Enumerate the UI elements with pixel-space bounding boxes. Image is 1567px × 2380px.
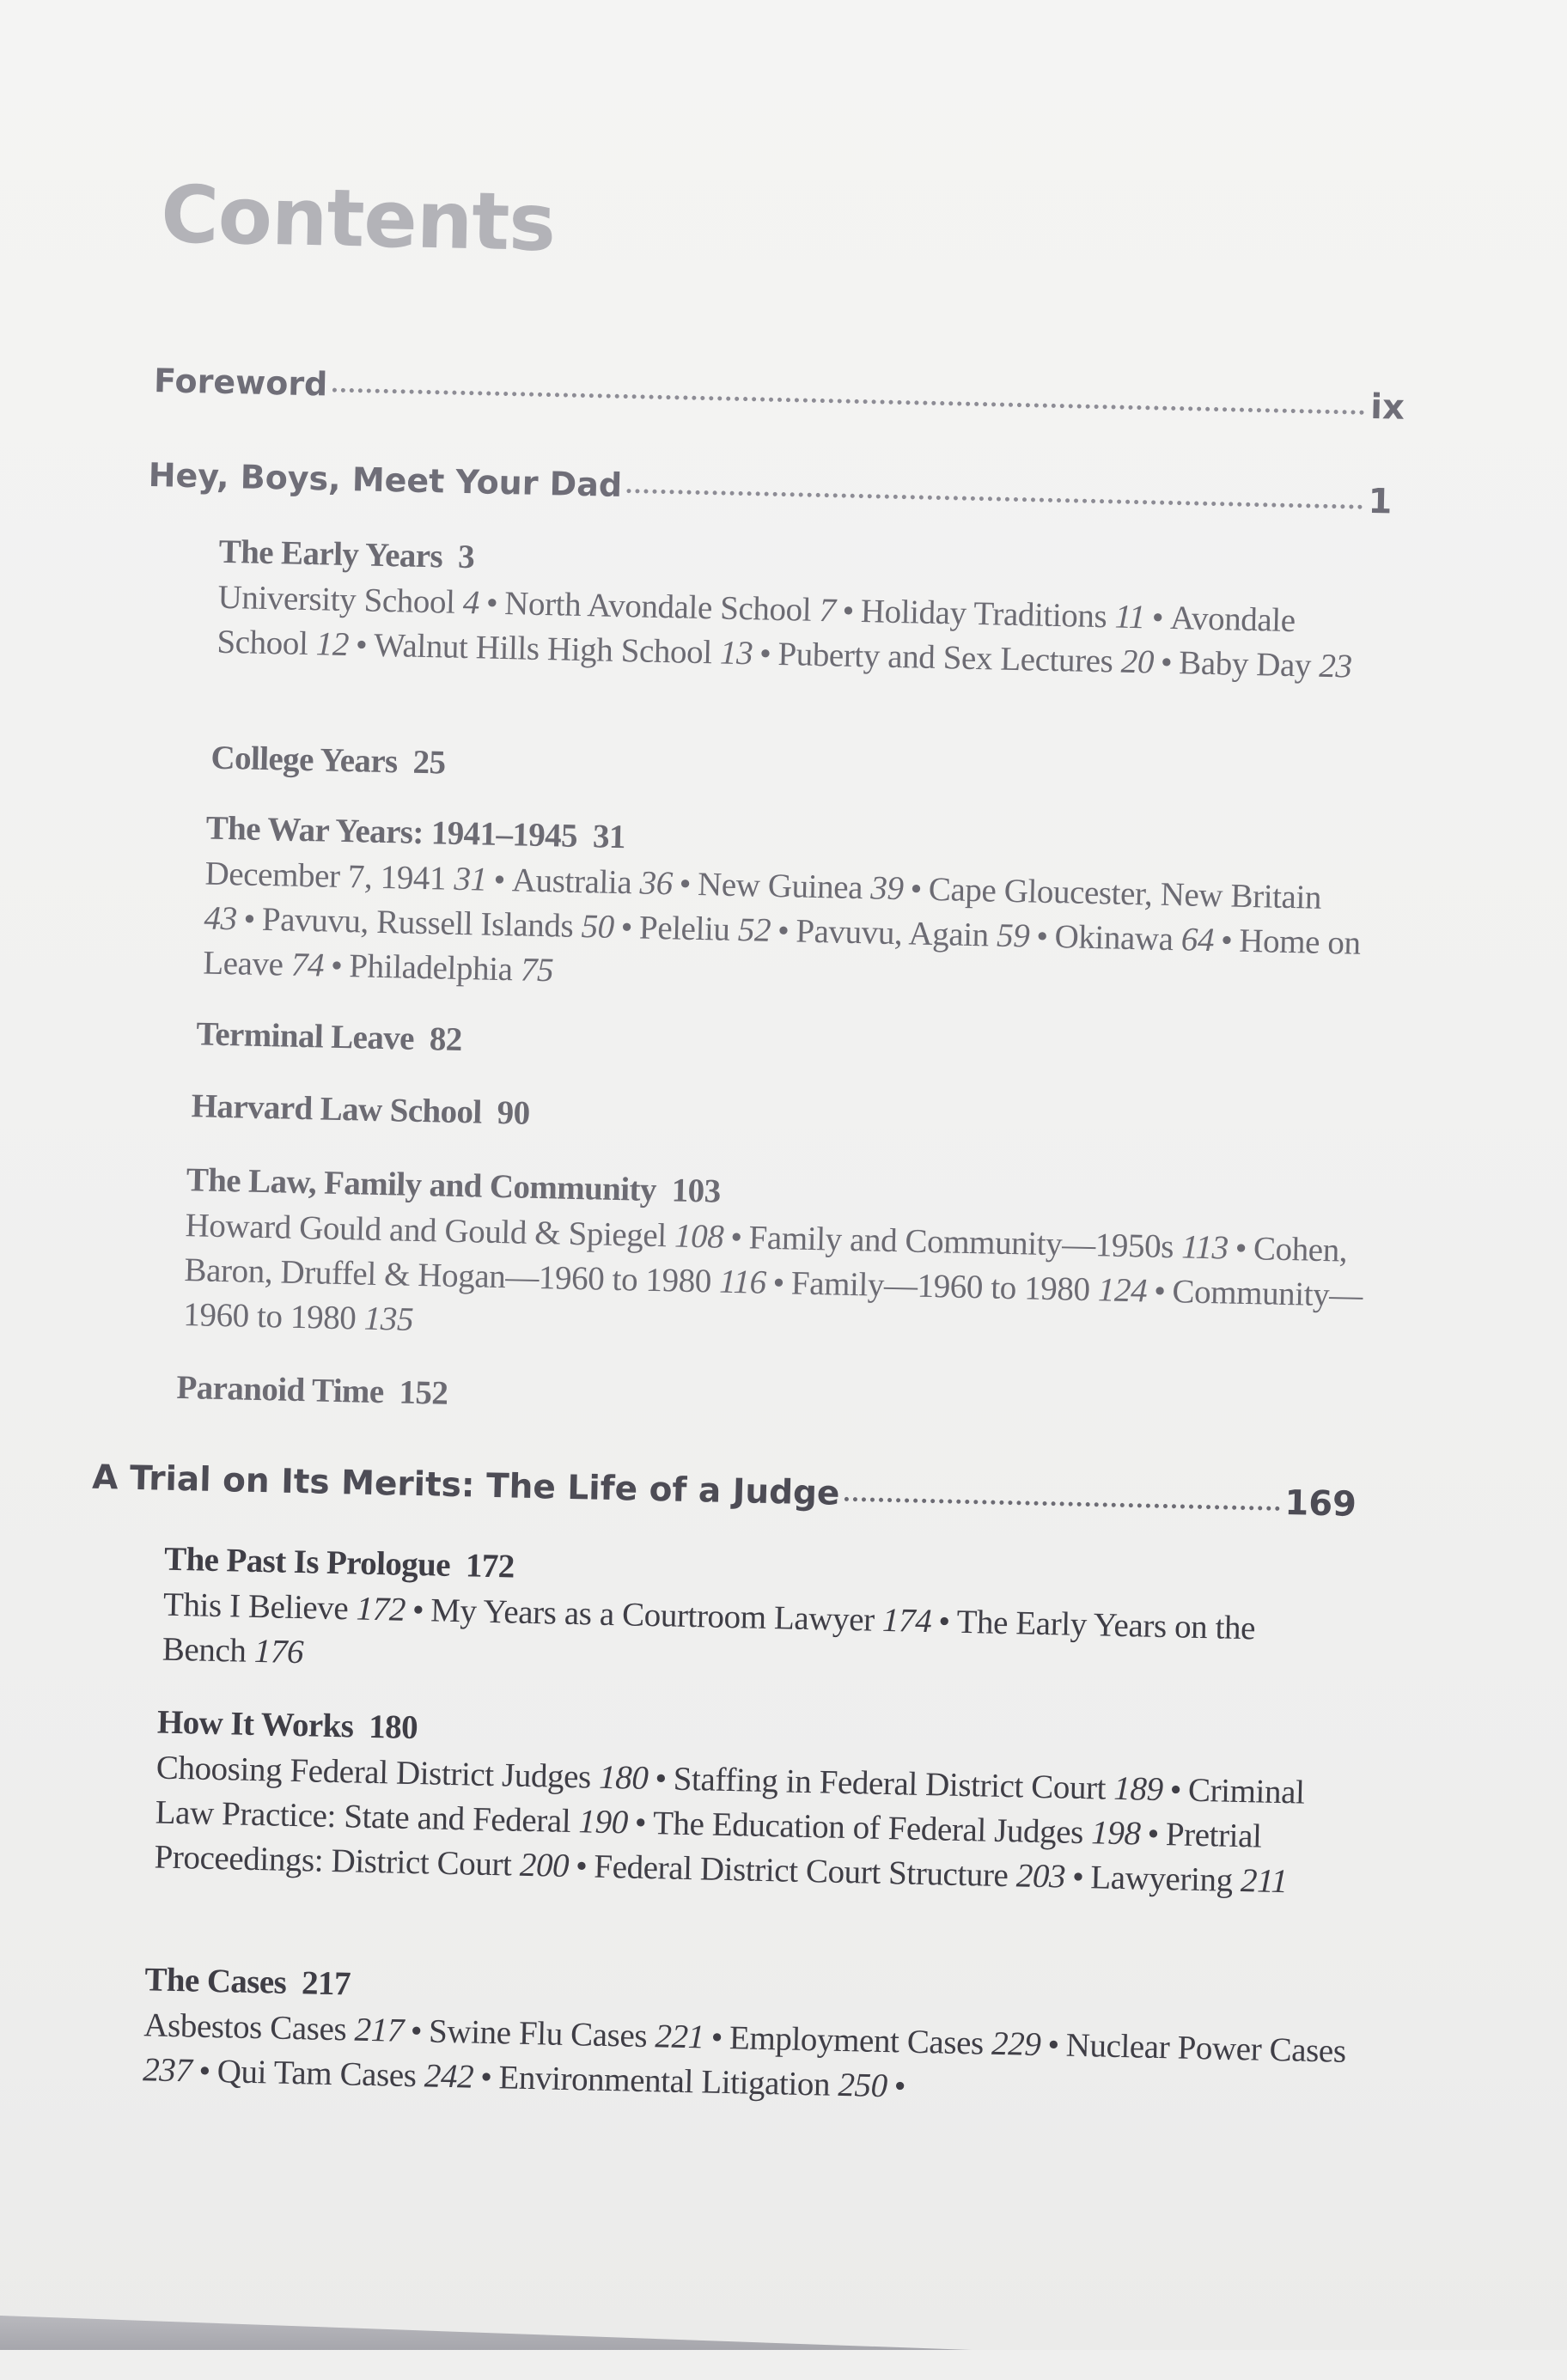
- section-page: 229: [991, 2024, 1041, 2064]
- section-title: Avondale School: [216, 599, 1296, 663]
- part-label: Hey, Boys, Meet Your Dad: [148, 455, 623, 504]
- section-title: Community—1960 to 1980: [182, 1273, 1363, 1337]
- section-page: 250: [838, 2066, 888, 2105]
- toc-chapter[interactable]: [191, 1083, 530, 1137]
- section-title: Cape Gloucester, New Britain: [928, 870, 1322, 916]
- section-title: Lawyering: [1089, 1859, 1234, 1899]
- section-page: 211: [1240, 1862, 1288, 1901]
- bullet-separator: •: [679, 865, 692, 903]
- bullet-separator: •: [198, 2052, 211, 2090]
- section-page: 11: [1114, 598, 1146, 636]
- bullet-separator: •: [575, 1847, 588, 1885]
- section-page: 13: [719, 634, 753, 673]
- chapter-page-number: 31: [592, 818, 626, 856]
- section-title: Baby Day: [1178, 644, 1312, 685]
- section-page: 31: [454, 860, 488, 898]
- section-page: 59: [996, 916, 1030, 955]
- section-title: Nuclear Power Cases: [1065, 2026, 1347, 2070]
- section-title: December 7, 1941: [204, 855, 447, 898]
- bullet-separator: •: [493, 861, 506, 899]
- section-page: 190: [578, 1803, 629, 1841]
- bullet-separator: •: [1035, 917, 1049, 955]
- bullet-separator: •: [655, 1760, 668, 1798]
- section-page: 135: [363, 1300, 414, 1338]
- part-page-number: 1: [1368, 481, 1393, 522]
- bullet-separator: •: [1153, 1272, 1167, 1310]
- section-title: Pretrial Proceedings: District Court: [154, 1816, 1262, 1884]
- section-page: 52: [737, 911, 771, 949]
- bullet-separator: •: [729, 1218, 743, 1257]
- section-page: 242: [424, 2057, 474, 2096]
- chapter-page-number: 172: [465, 1547, 515, 1586]
- section-page: 64: [1180, 921, 1215, 959]
- bullet-separator: •: [1047, 2026, 1060, 2064]
- bullet-separator: •: [1235, 1229, 1247, 1268]
- chapter-heading: [210, 735, 446, 787]
- chapter-title: The War Years: 1941–1945: [205, 809, 578, 855]
- section-page: 237: [142, 2051, 192, 2090]
- section-title: Staffing in Federal District Court: [673, 1760, 1107, 1807]
- section-title: Puberty and Sex Lectures: [777, 635, 1113, 680]
- dot-leader: [332, 388, 1365, 415]
- bullet-separator: •: [777, 912, 790, 950]
- bullet-separator: •: [485, 584, 498, 622]
- section-page: 172: [356, 1590, 406, 1628]
- section-page: 113: [1180, 1228, 1229, 1267]
- chapter-sections: [154, 1745, 1359, 1906]
- section-title: Family—1960 to 1980: [790, 1264, 1091, 1309]
- bullet-separator: •: [410, 2012, 423, 2050]
- section-page: 116: [718, 1263, 767, 1301]
- toc-part-a-trial-on-its-merits[interactable]: [92, 1458, 1357, 1525]
- chapter-title: How It Works: [156, 1703, 354, 1745]
- chapter-sections: [203, 851, 1374, 1011]
- bullet-separator: •: [1160, 643, 1173, 681]
- section-title: My Years as a Courtroom Lawyer: [430, 1592, 875, 1639]
- section-title: The Education of Federal Judges: [652, 1805, 1084, 1852]
- chapter-title: The Cases: [144, 1961, 287, 2001]
- section-title: Walnut Hills High School: [373, 626, 713, 672]
- section-title: University School: [217, 578, 455, 621]
- section-title: Holiday Traditions: [860, 593, 1107, 636]
- section-page: 75: [520, 951, 554, 989]
- toc-chapter[interactable]: [162, 1537, 1332, 1698]
- bullet-separator: •: [330, 947, 343, 984]
- page-title: Contents: [160, 168, 557, 270]
- chapter-title: The Past Is Prologue: [163, 1540, 451, 1584]
- section-page: 124: [1097, 1271, 1148, 1310]
- toc-part-hey-boys[interactable]: [148, 455, 1393, 522]
- bullet-separator: •: [479, 2058, 492, 2097]
- chapter-title: Terminal Leave: [196, 1015, 415, 1057]
- section-page: 108: [674, 1217, 724, 1256]
- part-page-number: ix: [1369, 387, 1405, 428]
- chapter-title: Paranoid Time: [176, 1368, 385, 1411]
- toc-chapter[interactable]: [176, 1365, 448, 1417]
- bullet-separator: •: [842, 592, 855, 630]
- bullet-separator: •: [243, 900, 256, 938]
- section-page: 12: [315, 625, 350, 664]
- section-title: Federal District Court Structure: [593, 1847, 1009, 1895]
- section-title: Employment Cases: [729, 2019, 985, 2062]
- bullet-separator: •: [1169, 1771, 1182, 1809]
- bullet-separator: •: [1071, 1858, 1084, 1896]
- toc-part-foreword[interactable]: [154, 361, 1405, 428]
- toc-chapter[interactable]: [203, 805, 1375, 1011]
- part-label: Foreword: [153, 362, 328, 404]
- part-label: A Trial on Its Merits: The Life of a Judge: [91, 1458, 840, 1513]
- chapter-heading: [191, 1083, 530, 1137]
- chapter-page-number: 152: [399, 1373, 448, 1412]
- section-page: 36: [639, 864, 674, 903]
- dot-leader: [844, 1497, 1279, 1511]
- chapter-page-number: 217: [301, 1964, 351, 2003]
- section-page: 7: [819, 591, 837, 630]
- section-title: Pavuvu, Again: [795, 912, 990, 954]
- chapter-page-number: 180: [368, 1707, 418, 1747]
- section-title: Peleliu: [638, 909, 731, 948]
- chapter-sections: [183, 1203, 1380, 1363]
- section-title: Qui Tam Cases: [216, 2053, 418, 2095]
- bullet-separator: •: [412, 1591, 424, 1629]
- bullet-separator: •: [620, 909, 633, 947]
- chapter-page-number: 103: [671, 1172, 721, 1210]
- section-title: Okinawa: [1054, 918, 1174, 959]
- bullet-separator: •: [1151, 599, 1164, 636]
- section-title: Philadelphia: [348, 947, 514, 989]
- chapter-title: The Law, Family and Community: [186, 1161, 657, 1209]
- section-page: 23: [1318, 647, 1353, 685]
- section-page: 74: [290, 946, 325, 984]
- section-title: North Avondale School: [503, 585, 812, 629]
- chapter-page-number: 3: [457, 538, 475, 576]
- chapter-page-number: 82: [429, 1020, 463, 1059]
- section-page: 176: [253, 1632, 304, 1671]
- chapter-page-number: 90: [497, 1093, 530, 1132]
- dot-leader: [627, 489, 1363, 509]
- section-page: 39: [869, 869, 905, 908]
- bullet-separator: •: [1220, 922, 1233, 959]
- section-title: Choosing Federal District Judges: [155, 1749, 592, 1796]
- section-title: Criminal Law Practice: State and Federal: [155, 1771, 1305, 1841]
- section-page: 200: [519, 1846, 570, 1884]
- toc-chapter[interactable]: [196, 1011, 462, 1063]
- toc-chapter[interactable]: [210, 735, 446, 787]
- section-title: Australia: [511, 861, 632, 902]
- section-page: 174: [881, 1601, 932, 1640]
- section-page: 189: [1113, 1769, 1164, 1809]
- bullet-separator: •: [1147, 1815, 1160, 1853]
- bullet-separator: •: [710, 2018, 723, 2056]
- section-title: Swine Flu Cases: [428, 2012, 648, 2055]
- bullet-separator: •: [893, 2067, 906, 2105]
- section-title: The Early Years on the Bench: [162, 1603, 1256, 1670]
- bullet-separator: •: [634, 1804, 647, 1841]
- section-title: Environmental Litigation: [498, 2059, 831, 2103]
- section-title: New Guinea: [697, 865, 863, 907]
- section-title: Asbestos Cases: [143, 2006, 347, 2048]
- section-page: 4: [462, 583, 480, 622]
- section-title: Howard Gould and Gould & Spiegel: [185, 1207, 668, 1255]
- section-page: 198: [1090, 1814, 1142, 1853]
- chapter-heading: [176, 1365, 448, 1417]
- toc-chapter[interactable]: [154, 1699, 1360, 1905]
- bullet-separator: •: [355, 626, 368, 664]
- section-title: Home on Leave: [202, 922, 1362, 983]
- toc-chapter[interactable]: [183, 1157, 1381, 1363]
- section-title: Cohen, Baron, Druffel & Hogan—1960 to 1980: [184, 1230, 1348, 1300]
- toc-chapter[interactable]: [216, 529, 1370, 690]
- chapter-title: College Years: [210, 739, 399, 781]
- toc-chapter[interactable]: [143, 1957, 1365, 2119]
- bullet-separator: •: [759, 635, 771, 673]
- section-title: This I Believe: [162, 1586, 349, 1628]
- bullet-separator: •: [937, 1603, 951, 1640]
- section-page: 221: [655, 2018, 705, 2056]
- part-page-number: 169: [1283, 1483, 1357, 1525]
- chapter-heading: [196, 1011, 462, 1063]
- section-page: 43: [204, 899, 238, 938]
- bullet-separator: •: [772, 1264, 785, 1302]
- section-page: 20: [1120, 642, 1155, 681]
- section-page: 203: [1015, 1857, 1066, 1896]
- section-page: 180: [598, 1758, 649, 1797]
- bullet-separator: •: [910, 870, 923, 908]
- section-title: Pavuvu, Russell Islands: [261, 900, 574, 945]
- section-page: 217: [354, 2011, 405, 2049]
- chapter-title: The Early Years: [218, 533, 443, 575]
- chapter-page-number: 25: [412, 743, 446, 782]
- section-title: Family and Community—1950s: [748, 1219, 1174, 1266]
- chapter-title: Harvard Law School: [191, 1087, 483, 1131]
- section-page: 50: [581, 908, 615, 946]
